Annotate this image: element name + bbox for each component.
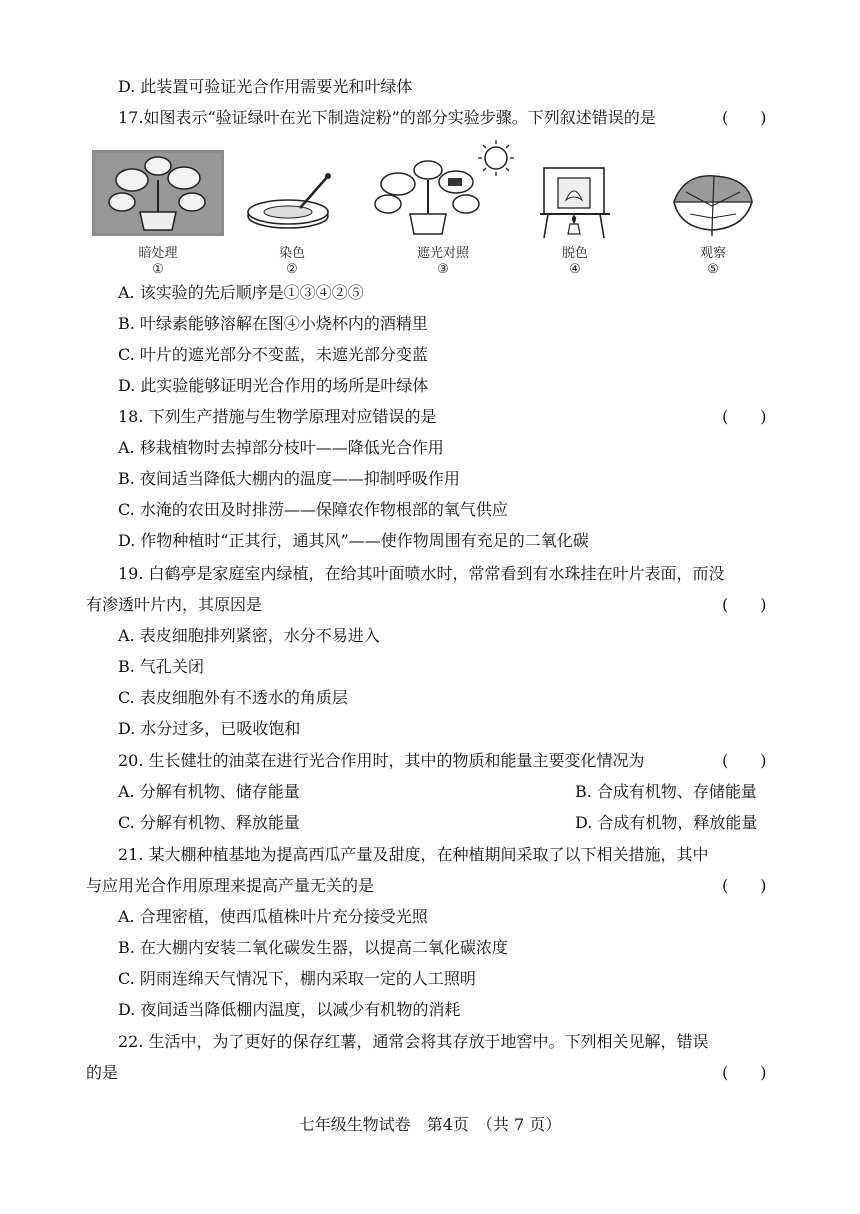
q21-stem-line1: 21. 某大棚种植基地为提高西瓜产量及甜度，在种植期间采取了以下相关措施，其中 xyxy=(118,845,709,864)
q18-option-d: D. 作物种植时“正其行，通其风”——使作物周围有充足的二氧化碳 xyxy=(118,531,589,550)
q17-option-b: B. 叶绿素能够溶解在图④小烧杯内的酒精里 xyxy=(118,314,428,333)
q18-option-c: C. 水淹的农田及时排涝——保障农作物根部的氧气供应 xyxy=(118,500,508,519)
q18-option-b: B. 夜间适当降低大棚内的温度——抑制呼吸作用 xyxy=(118,469,460,488)
q21-answer-bracket: ( ) xyxy=(722,876,767,895)
page-footer: 七年级生物试卷 第4页 （共 7 页） xyxy=(298,1115,562,1134)
q20-option-b: B. 合成有机物、存储能量 xyxy=(575,782,757,801)
q17-option-a: A. 该实验的先后顺序是①③④②⑤ xyxy=(118,283,364,302)
q20-option-c: C. 分解有机物、释放能量 xyxy=(118,813,300,832)
caption-decolorizing: 脱色 xyxy=(561,246,588,261)
q18-stem: 18. 下列生产措施与生物学原理对应错误的是 xyxy=(118,407,437,426)
q18-answer-bracket: ( ) xyxy=(722,407,767,426)
q19-stem-line2: 有渗透叶片内，其原因是 xyxy=(86,595,263,614)
staining-image xyxy=(244,172,340,234)
decolorizing-image xyxy=(538,160,612,240)
q21-option-b: B. 在大棚内安装二氧化碳发生器，以提高二氧化碳浓度 xyxy=(118,938,508,957)
q20-option-a: A. 分解有机物、储存能量 xyxy=(118,782,300,801)
observation-leaf-image xyxy=(664,170,760,236)
step-number-3: ③ xyxy=(437,262,449,277)
q19-answer-bracket: ( ) xyxy=(722,595,767,614)
q20-option-d: D. 合成有机物，释放能量 xyxy=(575,813,758,832)
shading-control-image xyxy=(368,140,528,238)
q19-option-a: A. 表皮细胞排列紧密，水分不易进入 xyxy=(118,626,380,645)
q19-option-b: B. 气孔关闭 xyxy=(118,657,204,676)
q21-option-c: C. 阴雨连绵天气情况下，棚内采取一定的人工照明 xyxy=(118,969,476,988)
step-number-4: ④ xyxy=(569,262,581,277)
step-number-2: ② xyxy=(286,262,298,277)
q17-answer-bracket: ( ) xyxy=(722,108,767,127)
q17-option-c: C. 叶片的遮光部分不变蓝，未遮光部分变蓝 xyxy=(118,345,428,364)
q19-option-c: C. 表皮细胞外有不透水的角质层 xyxy=(118,688,348,707)
caption-observation: 观察 xyxy=(699,246,726,261)
q17-option-d: D. 此实验能够证明光合作用的场所是叶绿体 xyxy=(118,376,429,395)
q22-stem-line1: 22. 生活中，为了更好的保存红薯，通常会将其存放于地窖中。下列相关见解，错误 xyxy=(118,1032,709,1051)
q21-stem-line2: 与应用光合作用原理来提高产量无关的是 xyxy=(86,876,375,895)
q17-stem: 17.如图表示“验证绿叶在光下制造淀粉”的部分实验步骤。下列叙述错误的是 xyxy=(118,108,656,127)
caption-staining: 染色 xyxy=(278,246,305,261)
q19-stem-line1: 19. 白鹤亭是家庭室内绿植，在给其叶面喷水时，常常看到有水珠挂在叶片表面，而没 xyxy=(118,564,725,583)
q19-option-d: D. 水分过多，已吸收饱和 xyxy=(118,719,301,738)
q21-option-a: A. 合理密植，使西瓜植株叶片充分接受光照 xyxy=(118,907,428,926)
q20-answer-bracket: ( ) xyxy=(722,751,767,770)
caption-shading-control: 遮光对照 xyxy=(416,246,469,261)
step-number-1: ① xyxy=(152,262,164,277)
caption-dark-treatment: 暗处理 xyxy=(138,246,178,261)
q16-option-d: D. 此装置可验证光合作用需要光和叶绿体 xyxy=(118,77,413,96)
q21-option-d: D. 夜间适当降低棚内温度，以减少有机物的消耗 xyxy=(118,1000,461,1019)
step-number-5: ⑤ xyxy=(707,262,719,277)
q18-option-a: A. 移栽植物时去掉部分枝叶——降低光合作用 xyxy=(118,438,444,457)
dark-treatment-image xyxy=(92,150,224,236)
q20-stem: 20. 生长健壮的油菜在进行光合作用时，其中的物质和能量主要变化情况为 xyxy=(118,751,645,770)
q22-answer-bracket: ( ) xyxy=(722,1063,767,1082)
q22-stem-line2: 的是 xyxy=(86,1063,119,1082)
